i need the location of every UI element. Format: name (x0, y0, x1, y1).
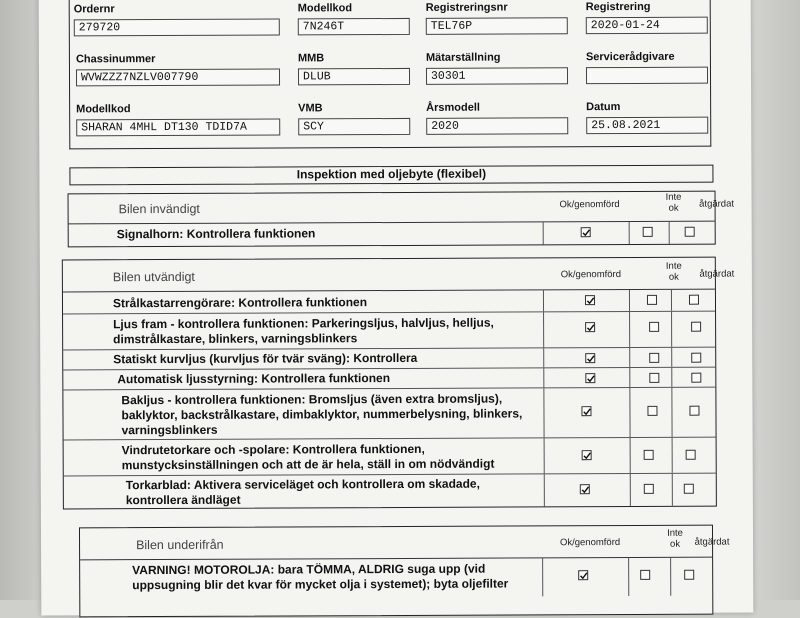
col-atgardat-header: åtgärdat (699, 268, 735, 280)
col-divider (543, 290, 544, 311)
section-header (80, 526, 730, 561)
section-header (63, 258, 735, 293)
row-text: Bakljus - kontrollera funktionen: Bromsljus (även extra bromsljus), baklyktor, backstrålkastare, dimbaklyktor, nummerbelysning, blinkers, varningsblinkers (121, 391, 523, 438)
field-mmb (298, 52, 410, 85)
col-divider (670, 558, 671, 596)
col-divider (544, 438, 545, 473)
checkbox-inte-ok[interactable] (644, 450, 654, 460)
checkmark-icon (582, 407, 591, 416)
col-divider (543, 368, 544, 387)
col-divider (672, 474, 673, 506)
field-registrering (586, 1, 708, 35)
checklist-row (69, 222, 715, 247)
col-divider (671, 348, 672, 367)
field-modellkod-2 (76, 103, 280, 137)
row-text: Strålkastarrengörare: Kontrollera funktionen (112, 295, 368, 311)
vehicle-info-box (69, 0, 712, 149)
checklist-row (64, 438, 716, 477)
field-datum (586, 101, 708, 135)
col-divider (542, 558, 543, 596)
row-text: Statiskt kurvljus (kurvljus för tvär sväng): Kontrollera (113, 350, 418, 367)
field-registreringsnr (426, 1, 568, 35)
col-divider (630, 474, 631, 506)
field-modellkod (298, 2, 410, 35)
field-value: SHARAN 4MHL DT130 TDID7A (76, 119, 280, 137)
col-divider (671, 388, 672, 437)
field-arsmodell (426, 101, 568, 135)
field-value: TEL76P (426, 17, 568, 35)
col-divider (630, 438, 631, 473)
checkmark-icon (586, 354, 595, 363)
col-ok-header: Ok/genomförd (559, 537, 621, 549)
col-inte-ok-line2: ok (668, 202, 679, 214)
field-label: Ordernr (73, 3, 115, 16)
row-text: Vindrutetorkare och -spolare: Kontrollera funktionen, munstycksinställningen och att de är hela, ställ in om nödvändigt (121, 441, 495, 473)
section-title: Bilen utvändigt (112, 269, 195, 285)
field-value: 2020 (426, 117, 568, 135)
field-label: Årsmodell (426, 101, 480, 114)
checkbox-atgardat[interactable] (685, 227, 695, 237)
checkbox-ok[interactable] (585, 295, 595, 305)
col-divider (671, 312, 672, 347)
inspection-title: Inspektion med oljebyte (flexibel) (69, 165, 713, 186)
checkbox-atgardat[interactable] (691, 322, 701, 332)
col-divider (543, 348, 544, 367)
field-vmb (298, 102, 410, 135)
col-divider (543, 312, 544, 347)
section-bilen-invandigt (68, 191, 735, 248)
col-ok-header: Ok/genomförd (560, 269, 621, 281)
field-label: Registreringsnr (425, 1, 508, 14)
row-text: Torkarblad: Aktivera serviceläget och kontrollera om skadade, kontrollera ändläget (125, 476, 480, 508)
row-text: VARNING! MOTOROLJA: bara TÖMMA, ALDRIG suga upp (vid uppsugning blir det kvar för mycket olja i systemet); byta oljefilter (132, 561, 509, 593)
field-ordernr (74, 3, 280, 37)
col-divider (669, 222, 670, 244)
field-label: Datum (586, 101, 621, 114)
col-inte-ok-line2: ok (668, 271, 679, 283)
checkmark-icon (586, 323, 595, 332)
col-divider (543, 388, 544, 437)
checkbox-inte-ok[interactable] (649, 373, 659, 383)
checkbox-inte-ok[interactable] (643, 227, 653, 237)
field-label: MMB (297, 52, 325, 65)
checklist-row (64, 474, 716, 509)
checkbox-inte-ok[interactable] (640, 570, 650, 580)
section-bilen-underifran (79, 525, 730, 618)
col-inte-ok-line1: Inte (665, 260, 682, 272)
col-inte-ok-line1: Inte (667, 527, 683, 539)
section-header (69, 191, 735, 225)
field-label: Servicerådgivare (585, 50, 675, 64)
checklist-row (80, 558, 712, 599)
checklist-row (63, 368, 715, 391)
field-label: Modellkod (76, 103, 131, 116)
checkmark-icon (581, 485, 590, 494)
field-label: Mätarställning (425, 51, 501, 64)
checkbox-ok[interactable] (585, 353, 595, 363)
col-atgardat-header: åtgärdat (699, 198, 735, 210)
checkbox-atgardat[interactable] (684, 570, 694, 580)
col-divider (629, 290, 630, 311)
checkmark-icon (583, 451, 592, 460)
checklist-row (63, 348, 715, 371)
checklist-row (63, 290, 715, 315)
section-bilen-utvandigt (62, 257, 735, 510)
col-divider (629, 312, 630, 347)
field-label: VMB (298, 102, 323, 115)
row-text: Signalhorn: Kontrollera funktionen (116, 226, 316, 242)
col-divider (629, 348, 630, 367)
checkbox-atgardat[interactable] (684, 484, 694, 494)
checkbox-ok[interactable] (580, 484, 590, 494)
section-title: Bilen underifrån (136, 537, 224, 553)
checkbox-ok[interactable] (581, 406, 591, 416)
col-divider (543, 222, 544, 244)
checkbox-ok[interactable] (578, 570, 588, 580)
checkbox-ok[interactable] (581, 227, 591, 237)
checkbox-ok[interactable] (585, 373, 595, 383)
checkmark-icon (579, 571, 588, 580)
checkbox-inte-ok[interactable] (649, 322, 659, 332)
field-label: Modellkod (297, 2, 353, 15)
field-value: 25.08.2021 (586, 117, 708, 135)
col-inte-ok-header (659, 261, 689, 283)
col-inte-ok-header (659, 192, 689, 214)
checkmark-icon (582, 228, 591, 237)
col-divider (629, 222, 630, 244)
checkbox-atgardat[interactable] (689, 406, 699, 416)
checkbox-atgardat[interactable] (689, 295, 699, 305)
field-value: 2020-01-24 (586, 17, 708, 35)
field-chassinummer (76, 53, 280, 87)
field-value: SCY (298, 118, 410, 135)
col-inte-ok-line1: Inte (665, 191, 682, 203)
checkbox-inte-ok[interactable] (647, 295, 657, 305)
row-text: Ljus fram - kontrollera funktionen: Parkeringsljus, halvljus, helljus, dimstrålkastare, blinkers, varningsblinkers (113, 315, 494, 347)
field-label: Chassinummer (75, 53, 156, 66)
col-divider (629, 388, 630, 437)
service-document (39, 0, 754, 616)
field-value: WVWZZZ7NZLV007790 (76, 69, 280, 87)
checklist-row (63, 388, 715, 441)
checkbox-ok[interactable] (585, 322, 595, 332)
field-matarstallning (426, 51, 568, 85)
field-value: DLUB (298, 68, 410, 85)
field-value (586, 67, 708, 85)
field-label: Registrering (585, 0, 651, 14)
checkbox-atgardat[interactable] (686, 450, 696, 460)
field-value: 279720 (74, 19, 280, 37)
checkmark-icon (586, 374, 595, 383)
checkbox-inte-ok[interactable] (644, 484, 654, 494)
col-divider (628, 558, 629, 596)
checkbox-ok[interactable] (582, 450, 592, 460)
row-text: Automatisk ljusstyrning: Kontrollera funktionen (117, 371, 391, 387)
checkbox-inte-ok[interactable] (649, 353, 659, 363)
checkbox-atgardat[interactable] (691, 373, 701, 383)
field-servicerådgivare (586, 51, 708, 85)
checkbox-inte-ok[interactable] (647, 406, 657, 416)
section-title: Bilen invändigt (118, 201, 200, 217)
field-value: 30301 (426, 67, 568, 85)
field-value: 7N246T (298, 18, 410, 35)
checklist-row (63, 312, 715, 351)
col-ok-header: Ok/genomförd (559, 199, 620, 211)
col-divider (672, 438, 673, 473)
col-divider (544, 474, 545, 506)
col-inte-ok-line2: ok (669, 538, 681, 550)
checkmark-icon (586, 296, 595, 305)
col-atgardat-header: åtgärdat (694, 536, 730, 548)
col-divider (671, 368, 672, 387)
col-divider (629, 368, 630, 387)
checkbox-atgardat[interactable] (691, 353, 701, 363)
col-divider (671, 290, 672, 311)
